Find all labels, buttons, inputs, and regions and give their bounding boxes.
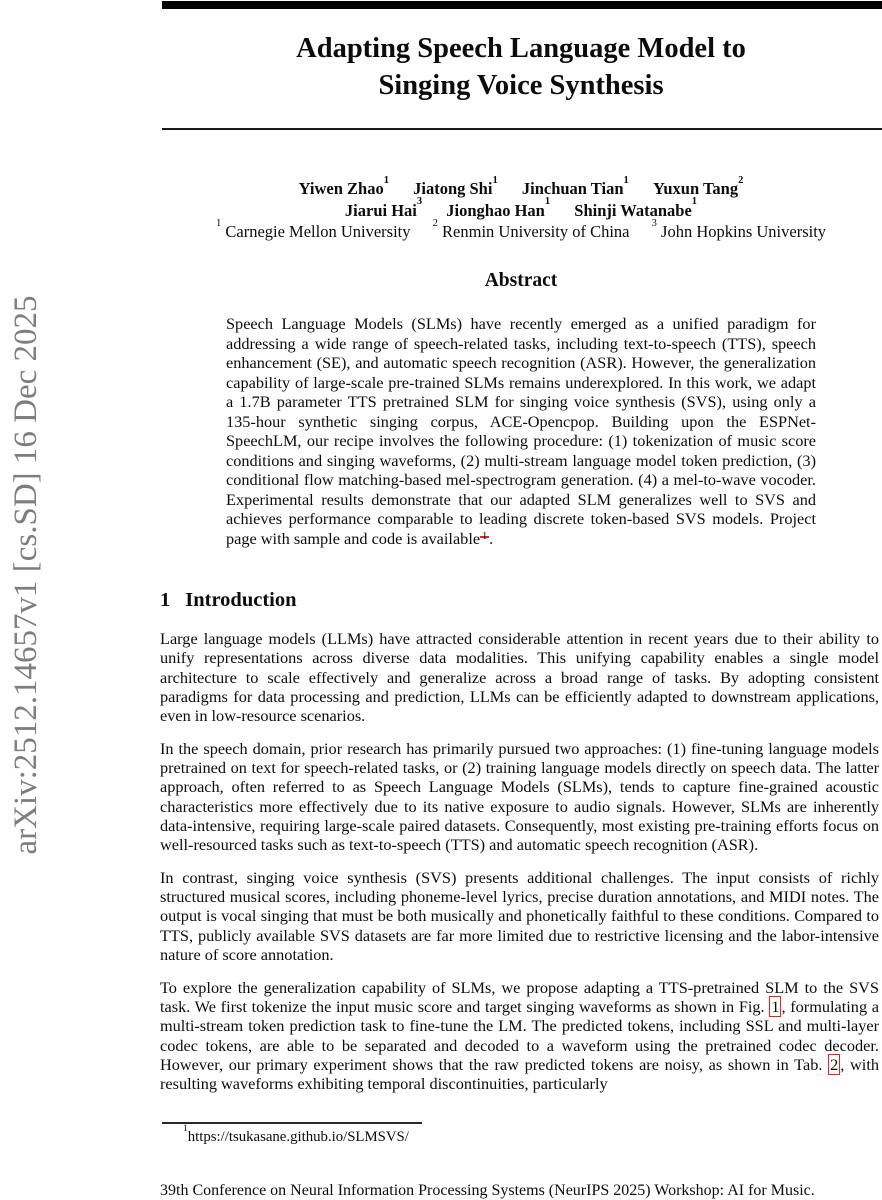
footnote-url[interactable]: https://tsukasane.github.io/SLMSVS/ — [187, 1129, 409, 1145]
author-row-1 — [162, 174, 880, 200]
footnote — [183, 1123, 409, 1147]
author-name-text: Shinji Watanabe — [574, 200, 692, 220]
introduction-section — [160, 629, 879, 1107]
paragraph: To explore the generalization capability of SLMs, we propose adapting a TTS-pretrained SLM to the SVS task. We first tokenize the input music score and target singing waveforms as shown in Fig. 1 , formulating a multi-stream token prediction task to fine-tune the LM. The predicted tokens, including SSL and multi-layer codec tokens, are able to be separated and decoded to a waveform using the pretrained codec decoder. However, our primary experiment shows that the raw predicted tokens are noisy, as shown in Tab. 2 , with resulting waveforms exhibiting temporal discontinuities, particularly — [160, 977, 880, 1094]
section-number: 1 — [160, 589, 171, 611]
cross-ref-link[interactable]: 1 — [771, 996, 780, 1016]
author-affiliation-sup: 1 — [383, 174, 389, 186]
abstract-body: Speech Language Models (SLMs) have recently emerged as a unified paradigm for addressing a wide range of speech-related tasks, including text-to-speech (TTS), speech enhancement (SE), and automatic speech recognition (ASR). However, the generalization capability of large-scale pre-trained SLMs remains underexplored. In this work, we adapt a 1.7B parameter TTS pretrained SLM for singing voice synthesis (SVS), using only a 135-hour synthetic singing corpus, ACE-Opencpop. Building upon the ESPNet-SpeechLM, our recipe involves the following procedure: (1) tokenization of music score conditions and singing waveforms, (2) multi-stream language model token prediction, (3) conditional flow matching-based mel-spectrogram generation. (4) a mel-to-wave vocoder. Experimental results demonstrate that our adapted SLM generalizes well to SVS and achieves performance comparable to leading discrete token-based SVS models. Project page with sample and code is available 1 . — [226, 314, 816, 549]
author-name — [344, 196, 423, 220]
author-affiliation-sup: 1 — [492, 174, 498, 186]
paper-title — [162, 30, 880, 104]
author-affiliation-sup: 2 — [738, 174, 744, 186]
author-name-text: Yiwen Zhao — [298, 179, 384, 198]
paragraph: In contrast, singing voice synthesis (SVS) presents additional challenges. The input consists of richly structured musical scores, including phoneme-level lyrics, precise duration annotations, and MIDI notes. The output is vocal singing that must be both musically and phonetically faithful to these conditions. Compared to TTS, publicly available SVS datasets are far more limited due to restrictive licensing and the labor-intensive nature of score annotation. — [160, 867, 879, 965]
affiliation — [432, 217, 630, 241]
cross-ref-link[interactable]: 2 — [830, 1054, 839, 1074]
paper-title-line2: Singing Voice Synthesis — [378, 70, 664, 101]
affiliation-row — [162, 217, 880, 243]
affiliation-name: Carnegie Mellon University — [225, 222, 411, 241]
affiliation-sup: 2 — [432, 217, 438, 229]
author-affiliation-sup: 3 — [416, 196, 423, 208]
affiliation-sup: 1 — [215, 217, 222, 229]
author-affiliation-sup: 1 — [623, 174, 629, 186]
section-title: Introduction — [185, 589, 297, 611]
author-name-text: Jinchuan Tian — [521, 179, 624, 198]
section-heading-introduction — [160, 589, 297, 612]
author-name — [298, 174, 389, 198]
author-name — [652, 174, 744, 198]
abstract-heading: Abstract — [484, 270, 558, 291]
arxiv-watermark: arXiv:2512.14657v1 [cs.SD] 16 Dec 2025 — [8, 295, 44, 855]
title-top-rule — [162, 1, 882, 9]
affiliation-name: Renmin University of China — [442, 222, 630, 241]
footnote-rule — [162, 1122, 422, 1124]
conference-footer: 39th Conference on Neural Information Processing Systems (NeurIPS 2025) Workshop: AI for Music. — [160, 1182, 815, 1199]
author-name-text: Jiatong Shi — [413, 179, 493, 198]
author-name — [521, 174, 629, 198]
author-name — [574, 196, 698, 220]
paragraph: In the speech domain, prior research has primarily pursued two approaches: (1) fine-tuning language models pretrained on text for speech-related tasks, or (2) training language models directly on speech data. The latter approach, often referred to as Speech Language Models (SLMs), tends to capture fine-grained acoustic characteristics more effectively due to its native exposure to audio signals. However, SLMs are inherently data-intensive, requiring large-scale paired datasets. Consequently, most existing pre-training efforts focus on well-resourced tasks such as text-to-speech (TTS) and automatic speech recognition (ASR). — [160, 738, 879, 855]
affiliation — [651, 217, 827, 241]
author-name-text: Jionghao Han — [446, 200, 545, 220]
affiliation-sup: 3 — [651, 217, 657, 229]
author-row-2 — [162, 196, 880, 222]
affiliation — [215, 217, 411, 241]
affiliation-name: John Hopkins University — [661, 222, 827, 241]
author-block — [162, 174, 880, 243]
author-name-text: Yuxun Tang — [652, 179, 739, 198]
footnote-marker: 1 — [183, 1123, 188, 1134]
footnote-ref-link[interactable]: 1 — [482, 531, 488, 543]
paragraph: Large language models (LLMs) have attracted considerable attention in recent years due to their ability to unify representations across diverse data modalities. This unifying capability enables a single model architecture to scale effectively and generalize across a broad range of tasks. By adopting consistent paradigms for data processing and prediction, LLMs can be efficiently adapted to downstream applications, even in low-resource scenarios. — [160, 629, 879, 726]
author-name — [446, 196, 551, 220]
author-name — [413, 174, 498, 198]
author-affiliation-sup: 1 — [691, 196, 698, 208]
title-bottom-rule — [162, 128, 882, 130]
author-name-text: Jiarui Hai — [344, 200, 417, 220]
paper-title-line1: Adapting Speech Language Model to — [296, 33, 746, 64]
author-affiliation-sup: 1 — [544, 196, 551, 208]
